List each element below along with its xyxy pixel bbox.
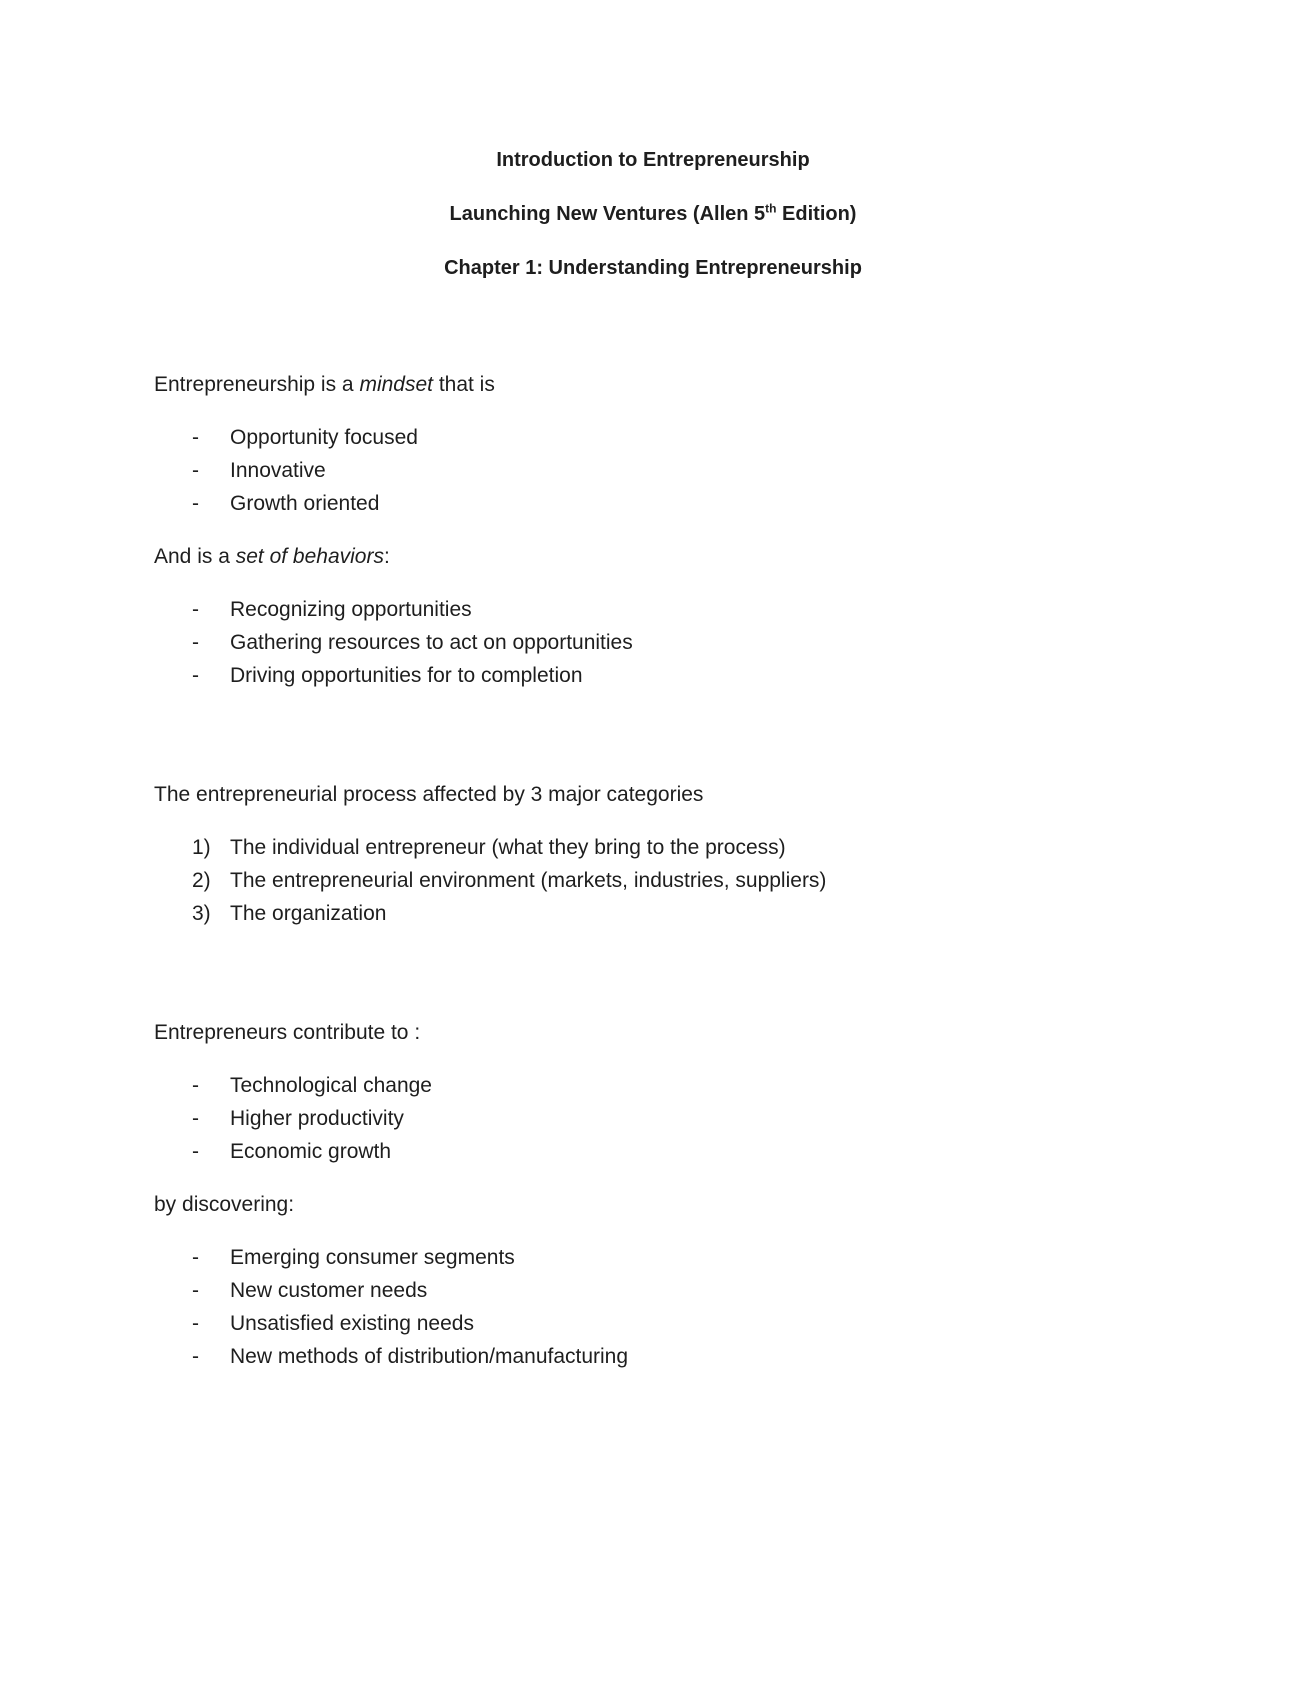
bullet-dash: - bbox=[192, 1312, 199, 1335]
list-item bbox=[154, 864, 1154, 897]
list-item-text: Higher productivity bbox=[230, 1107, 404, 1130]
list-item bbox=[154, 831, 1154, 864]
list-item-text: Innovative bbox=[230, 459, 326, 482]
mindset-intro-prefix: Entrepreneurship is a bbox=[154, 373, 360, 396]
list-item-text: Unsatisfied existing needs bbox=[230, 1312, 474, 1335]
list-item-text: New customer needs bbox=[230, 1279, 428, 1302]
list-number: 1) bbox=[192, 836, 211, 859]
book-subtitle bbox=[0, 202, 1306, 226]
behaviors-list bbox=[154, 593, 1154, 692]
list-item-text: Growth oriented bbox=[230, 492, 380, 515]
bullet-dash: - bbox=[192, 426, 199, 449]
list-item bbox=[154, 454, 1154, 487]
mindset-emphasis: mindset bbox=[359, 373, 433, 396]
list-number: 3) bbox=[192, 902, 211, 925]
list-item-text: Gathering resources to act on opportunities bbox=[230, 631, 633, 654]
list-item bbox=[154, 626, 1154, 659]
process-intro: The entrepreneurial process affected by 3 major categories bbox=[154, 783, 704, 806]
list-item-text: New methods of distribution/manufacturing bbox=[230, 1345, 629, 1368]
list-item bbox=[154, 1274, 1154, 1307]
process-list bbox=[154, 831, 1154, 930]
list-item bbox=[154, 659, 1154, 692]
bullet-dash: - bbox=[192, 631, 199, 654]
list-item-text: Economic growth bbox=[230, 1140, 392, 1163]
subtitle-suffix: Edition) bbox=[776, 203, 857, 225]
bullet-dash: - bbox=[192, 459, 199, 482]
bullet-dash: - bbox=[192, 1107, 199, 1130]
mindset-list bbox=[154, 421, 1154, 520]
list-number: 2) bbox=[192, 869, 211, 892]
behaviors-emphasis: set of behaviors bbox=[235, 545, 384, 568]
chapter-heading: Chapter 1: Understanding Entrepreneurship bbox=[444, 257, 862, 279]
mindset-intro bbox=[154, 368, 1154, 401]
section-spacer bbox=[154, 950, 1154, 1016]
list-item bbox=[154, 1135, 1154, 1168]
list-item-text: Recognizing opportunities bbox=[230, 598, 472, 621]
bullet-dash: - bbox=[192, 1246, 199, 1269]
behaviors-intro-suffix: : bbox=[383, 545, 390, 568]
list-item-text: Emerging consumer segments bbox=[230, 1246, 515, 1269]
list-item bbox=[154, 487, 1154, 520]
list-item bbox=[154, 1340, 1154, 1373]
list-item bbox=[154, 1102, 1154, 1135]
list-item bbox=[154, 897, 1154, 930]
bullet-dash: - bbox=[192, 664, 199, 687]
contribute-list bbox=[154, 1069, 1154, 1168]
document-title: Introduction to Entrepreneurship bbox=[496, 149, 810, 171]
list-item bbox=[154, 421, 1154, 454]
list-item-text: The individual entrepreneur (what they bring to the process) bbox=[230, 836, 786, 859]
list-item-text: Technological change bbox=[230, 1074, 432, 1097]
list-item-text: The organization bbox=[230, 902, 387, 925]
list-item bbox=[154, 1307, 1154, 1340]
discovering-intro: by discovering: bbox=[154, 1193, 295, 1216]
bullet-dash: - bbox=[192, 1279, 199, 1302]
bullet-dash: - bbox=[192, 1140, 199, 1163]
contribute-intro: Entrepreneurs contribute to : bbox=[154, 1021, 421, 1044]
list-item bbox=[154, 1241, 1154, 1274]
title-block bbox=[0, 148, 1306, 310]
list-item bbox=[154, 593, 1154, 626]
list-item bbox=[154, 1069, 1154, 1102]
discovering-list bbox=[154, 1241, 1154, 1373]
subtitle-superscript: th bbox=[765, 201, 777, 216]
subtitle-prefix: Launching New Ventures (Allen 5 bbox=[449, 203, 766, 225]
list-item-text: Driving opportunities for to completion bbox=[230, 664, 583, 687]
behaviors-intro-prefix: And is a bbox=[154, 545, 236, 568]
bullet-dash: - bbox=[192, 492, 199, 515]
list-item-text: The entrepreneurial environment (markets, industries, suppliers) bbox=[230, 869, 827, 892]
section-spacer bbox=[154, 712, 1154, 778]
bullet-dash: - bbox=[192, 598, 199, 621]
list-item-text: Opportunity focused bbox=[230, 426, 418, 449]
mindset-intro-suffix: that is bbox=[432, 373, 495, 396]
document-body bbox=[154, 368, 1154, 1393]
bullet-dash: - bbox=[192, 1345, 199, 1368]
bullet-dash: - bbox=[192, 1074, 199, 1097]
behaviors-intro bbox=[154, 540, 1154, 573]
